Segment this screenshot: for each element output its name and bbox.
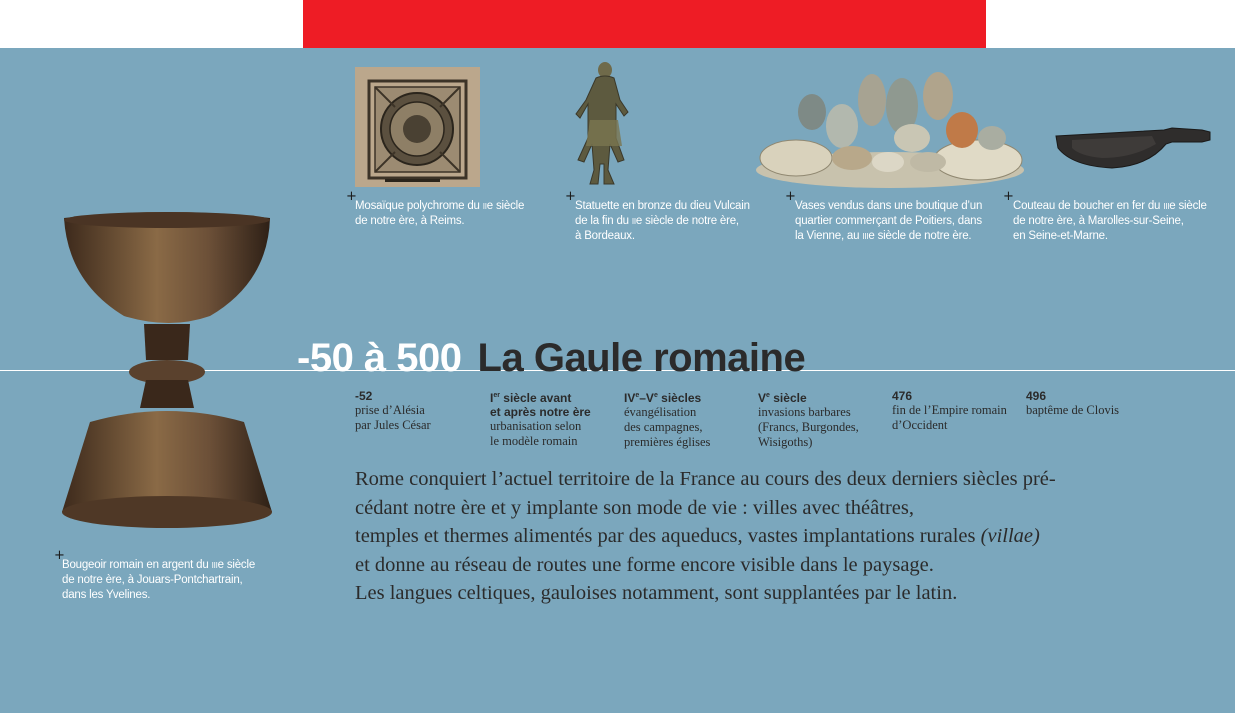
title-name: La Gaule romaine (477, 336, 806, 380)
title-dates: -50 à 500 (297, 336, 462, 380)
knife-photo (1052, 126, 1212, 172)
statuette-photo (570, 60, 640, 192)
caption-statuette: Statuette en bronze du dieu Vulcain de la fin du IIe siècle de notre ère, à Bordeaux. (575, 200, 750, 242)
caption-knife: Couteau de boucher en fer du IIIe siècle de notre ère, à Marolles-sur-Seine, en Seine-et-Marne. (1013, 200, 1207, 242)
crosshair-icon: + (785, 189, 796, 204)
page-title (297, 334, 805, 382)
crosshair-icon: + (54, 548, 65, 563)
timeline-item: IVe–Ve siècles évangélisation des campagnes, premières églises (624, 391, 711, 449)
vases-photo (752, 66, 1028, 190)
body-paragraph: Rome conquiert l’actuel territoire de la France au cours des deux derniers siècles pré- cédant notre ère et y implante son mode de vie : villes avec théâtres, temples et thermes alimentés par des aqueducs, vastes implantations rurales (villae) et donne au réseau de routes une forme encore visible dans le paysage. Les langues celtiques, gauloises notamment, sont supplantées par le latin. (355, 468, 1056, 604)
timeline-item: 496 baptême de Clovis (1026, 389, 1120, 417)
timeline-item: Ve siècle invasions barbares (Francs, Burgondes, Wisigoths) (758, 391, 859, 449)
crosshair-icon: + (565, 189, 576, 204)
timeline-item: Ier siècle avant et après notre ère urbanisation selon le modèle romain (490, 391, 591, 448)
mosaic-photo (355, 67, 480, 187)
timeline-item: 476 fin de l’Empire romain d’Occident (892, 389, 1007, 432)
candlestick-photo (60, 212, 274, 534)
caption-vases: Vases vendus dans une boutique d’un quartier commerçant de Poitiers, dans la Vienne, au IIIe siècle de notre ère. (795, 200, 983, 242)
caption-mosaic: Mosaïque polychrome du IIe siècle de notre ère, à Reims. (355, 200, 525, 227)
caption-candlestick: Bougeoir romain en argent du IIIe siècle de notre ère, à Jouars-Pontchartrain, dans les Yvelines. (62, 559, 256, 601)
crosshair-icon: + (1003, 189, 1014, 204)
header-red-band (303, 0, 986, 48)
timeline-item: -52 prise d’Alésia par Jules César (355, 389, 431, 432)
crosshair-icon: + (346, 189, 357, 204)
